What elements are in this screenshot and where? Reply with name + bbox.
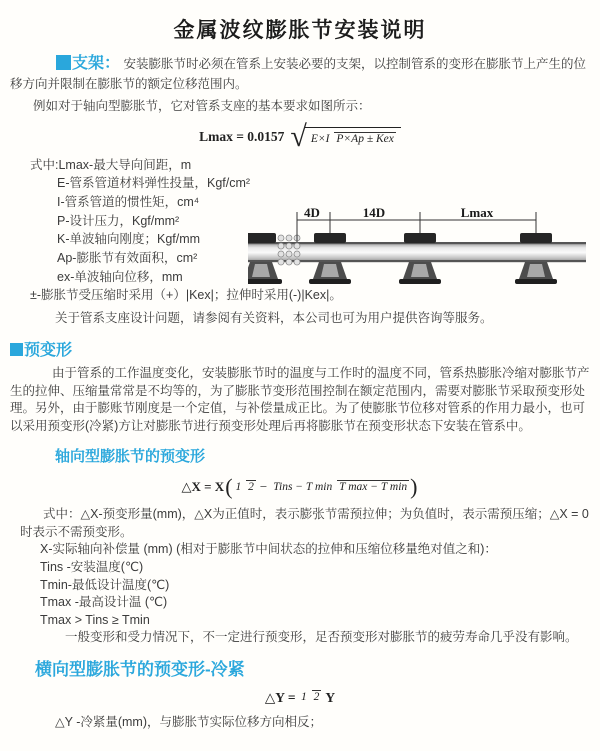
definition-line: ex-单波轴向位移，mm [57, 269, 183, 284]
open-paren: ( [225, 474, 233, 500]
lateral-formula [10, 690, 590, 706]
dimension-label-14d: 14D [362, 206, 386, 220]
section-marker-icon [56, 55, 71, 70]
axial-line: Tmin-最低设计温度(℃) [40, 577, 170, 592]
lateral-formula-lhs: △Y = [264, 689, 296, 705]
minus-sign: − [259, 479, 268, 495]
definition-line: Ap-膨胀节有效面积，cm² [57, 251, 198, 266]
temp-numerator: Tins − T min [273, 480, 333, 493]
radical-sign [290, 120, 400, 153]
axial-subsection-heading: 轴向型膨胀节的预变形 [55, 448, 206, 466]
axial-line: 式中：△X-预变形量(mm)，△X为正值时，表示膨张节需预拉伸；为负值时，表示需预压缩；△X = 0时表示不需预变形。 [20, 507, 589, 539]
axial-line: Tmax -最高设计温 (℃) [40, 595, 168, 610]
close-paren: ) [410, 474, 418, 500]
definition-line: I-管系管道的惯性矩，cm⁴ [57, 194, 200, 209]
support-example-text: 例如对于轴向型膨胀节，它对管系支座的基本要求如图所示： [33, 99, 371, 113]
lateral-definition-line: △Y -冷紧量(mm)，与膨胀节实际位移方向相反； [55, 714, 323, 729]
page-title: 金属波纹膨胀节安装说明 [173, 19, 427, 42]
lateral-formula-rhs: Y [325, 689, 336, 705]
definition-line: ±-膨胀节受压缩时采用（+）|Kex|；拉伸时采用(-)|Kex|。 [30, 288, 342, 303]
support-note-text: 关于管系支座设计问题，请参阅有关资料，本公司也可为用户提供咨询等服务。 [55, 311, 493, 326]
support-intro-text: 安装膨胀节时必须在管系上安装必要的支架，以控制管系的变形在膨胀节上产生的位移方向并限制在膨胀节的额定位移范围内。 [10, 57, 587, 91]
predeform-paragraph: 由于管系的工作温度变化，安装膨胀节时的温度与工作时的温度不同，管系热膨胀冷缩对膨胀节产生的拉伸、压缩量常常是不均等的，为了膨胀节变形范围控制在额定范围内，需要对膨胀节采取预变形处理。另外，由于膨账节刚度是一个定值，与补偿量成正比。为了使膨胀节位移对管系的作用力最小，也可以采用预变形(冷紧)方让对膨胀节进行预变形处理后再将膨胀节在预变形状态下安装在管系中。 [10, 366, 590, 433]
axial-line: X-实际轴向补偿量 (mm) (相对于膨胀节中间状态的拉伸和压缩位移量绝对值之和)： [40, 542, 497, 557]
lmax-formula-lhs: Lmax = 0.0157 [199, 128, 285, 144]
pipe-support-diagram [248, 206, 588, 302]
section-marker-icon [10, 343, 23, 356]
lateral-half-numerator: 1 [300, 691, 307, 704]
lateral-subsection-heading: 横向型膨胀节的预变形-冷紧 [35, 659, 245, 679]
lmax-formula [10, 120, 590, 153]
lmax-formula-denominator: P×Ap ± Kex [336, 132, 394, 145]
axial-formula-lhs: △X = X [181, 479, 225, 495]
axial-line: 一般变形和受力情况下，不一定进行预变形，足否预变形对膨胀节的疲劳寿命几乎没有影响。 [65, 630, 578, 645]
axial-formula [10, 476, 590, 498]
lateral-half-denominator: 2 [313, 691, 320, 704]
half-denominator: 2 [248, 480, 254, 493]
support-section-heading: 支架： [72, 55, 121, 72]
temp-denominator: T max − T min [339, 480, 408, 493]
radical-glyph: √ [290, 120, 307, 153]
definition-line: P-设计压力，Kgf/mm² [57, 213, 180, 228]
half-numerator: 1 [235, 480, 242, 493]
predeform-heading-text: 预变形 [24, 342, 73, 360]
axial-line: Tins -安装温度(℃) [40, 559, 144, 574]
predeform-section-heading [10, 341, 590, 361]
definition-line: E-管系管道材料弹性投量，Kgf/cm² [57, 176, 251, 191]
dimension-label-4d: 4D [304, 206, 320, 220]
axial-definition-list [10, 506, 590, 647]
lmax-formula-numerator: E×I [310, 132, 330, 145]
axial-line: Tmax > Tins ≥ Tmin [40, 612, 150, 627]
definition-line: K-单波轴向刚度；Kgf/mm [57, 232, 201, 247]
support-paragraph [10, 54, 590, 94]
document-page [0, 14, 600, 751]
definition-line: 式中:Lmax-最大导向间距，m [30, 157, 192, 172]
dimension-label-lmax: Lmax [460, 206, 494, 220]
